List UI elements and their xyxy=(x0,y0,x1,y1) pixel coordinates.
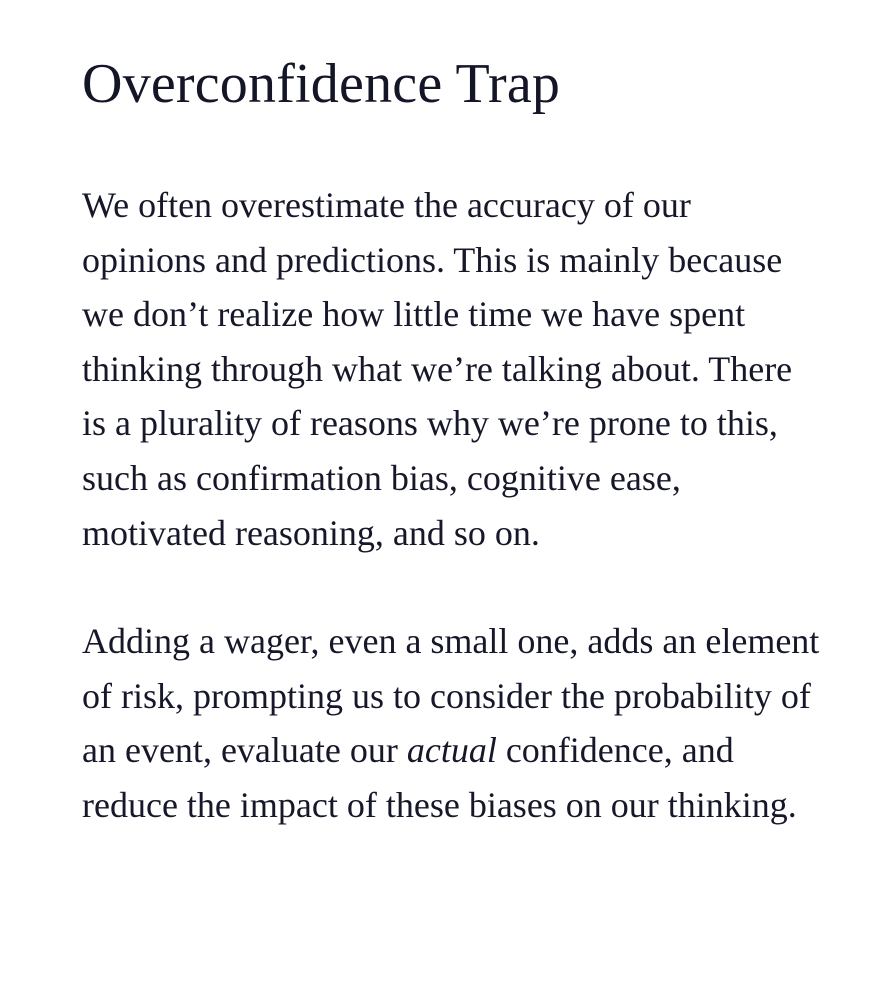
article xyxy=(82,52,822,833)
paragraph-wager-text-end: confidence, and reduce the impact of these biases on our thinking. xyxy=(82,730,797,825)
article-title: Overconfidence Trap xyxy=(82,53,561,115)
paragraph-overconfidence: We often overestimate the accuracy of our opinions and predictions. This is mainly because we don’t realize how little time we have spent thinking through what we’re talking about. There is a plurality of reasons why we’re prone to this, such as confirmation bias, cognitive ease, motivated reasoning, and so on. xyxy=(82,185,793,553)
paragraph-wager-text-start: Adding a wager, even a small one, adds an element of risk, prompting us to consider the probability of an event, evaluate our xyxy=(82,621,820,771)
paragraph-wager xyxy=(82,614,822,832)
emphasis-actual: actual xyxy=(406,730,497,771)
